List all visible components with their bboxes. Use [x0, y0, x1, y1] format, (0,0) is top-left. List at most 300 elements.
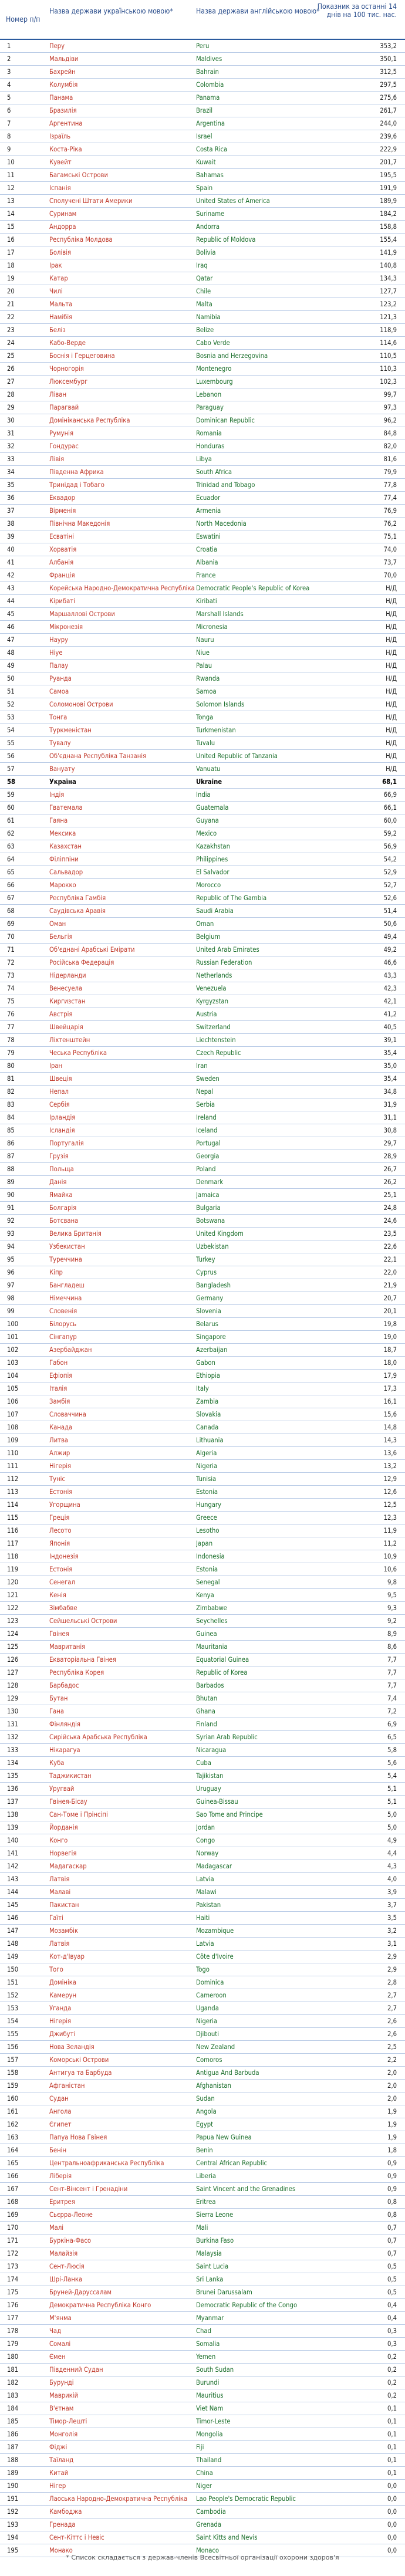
indicator-value: 191,9: [380, 184, 397, 192]
country-name-ukrainian: Ірландія: [49, 1114, 76, 1121]
indicator-value: 51,4: [383, 907, 397, 915]
table-row: [0, 2376, 405, 2389]
country-name-english: Switzerland: [196, 1023, 231, 1031]
row-number: 86: [7, 1140, 15, 1147]
country-name-ukrainian: Кенія: [49, 1591, 66, 1599]
country-name-ukrainian: Науру: [49, 636, 69, 644]
country-name-english: Sao Tome and Principe: [196, 1811, 263, 1818]
country-name-ukrainian: Грузія: [49, 1152, 69, 1160]
row-number: 16: [7, 236, 15, 244]
country-name-english: Latvia: [196, 1875, 214, 1883]
country-name-ukrainian: Хорватія: [49, 546, 77, 553]
row-number: 97: [7, 1282, 15, 1289]
indicator-value: 2,5: [387, 2043, 397, 2051]
country-name-english: Guatemala: [196, 804, 229, 812]
country-name-ukrainian: Ірак: [49, 262, 62, 269]
row-number: 32: [7, 442, 15, 450]
country-name-ukrainian: Корейська Народно-Демократична Республіка: [49, 584, 195, 592]
row-number: 55: [7, 739, 15, 747]
country-name-english: Republic of Korea: [196, 1669, 248, 1676]
row-number: 125: [7, 1643, 19, 1651]
country-name-ukrainian: Катар: [49, 275, 68, 282]
indicator-value: 2,8: [387, 1979, 397, 1986]
country-name-ukrainian: Фінляндія: [49, 1720, 80, 1728]
country-name-english: Panama: [196, 94, 220, 102]
country-name-ukrainian: Нігерія: [49, 2017, 72, 2025]
table-row: [0, 905, 405, 918]
country-name-english: Republic of The Gambia: [196, 894, 267, 902]
country-name-ukrainian: Тонга: [49, 714, 68, 721]
country-name-english: Israel: [196, 133, 212, 140]
country-name-ukrainian: Єгипет: [49, 2121, 72, 2128]
row-number: 108: [7, 1424, 19, 1431]
indicator-value: 20,1: [383, 1307, 397, 1315]
table-row: [0, 2105, 405, 2118]
country-name-english: Nigeria: [196, 1462, 218, 1470]
row-number: 29: [7, 404, 15, 411]
country-name-english: Maldives: [196, 55, 222, 63]
country-name-english: Slovakia: [196, 1411, 221, 1418]
country-name-english: Sri Lanka: [196, 2276, 224, 2283]
table-row: [0, 595, 405, 608]
country-name-ukrainian: Норвегія: [49, 1850, 77, 1857]
country-name-ukrainian: Бахрейн: [49, 68, 76, 76]
country-name-ukrainian: Буркіна-Фасо: [49, 2237, 92, 2244]
table-row: [0, 2028, 405, 2041]
country-name-english: Paraguay: [196, 404, 224, 411]
country-name-ukrainian: Малі: [49, 2224, 64, 2232]
indicator-value: 46,6: [383, 959, 397, 966]
country-name-ukrainian: Монголія: [49, 2430, 78, 2438]
country-name-ukrainian: Гватемала: [49, 804, 83, 812]
table-row: [0, 969, 405, 982]
country-name-english: Egypt: [196, 2121, 214, 2128]
table-row: [0, 2364, 405, 2376]
row-number: 57: [7, 765, 15, 773]
indicator-value: 23,5: [383, 1230, 397, 1238]
country-name-ukrainian: Мальта: [49, 300, 73, 308]
row-number: 101: [7, 1333, 19, 1341]
row-number: 67: [7, 894, 15, 902]
table-row: [0, 556, 405, 569]
indicator-value: 127,7: [380, 288, 397, 295]
country-name-english: Japan: [196, 1540, 213, 1547]
country-name-ukrainian: Республіка Гамбія: [49, 894, 106, 902]
country-name-english: Algeria: [196, 1449, 217, 1457]
country-name-ukrainian: Нікарагуа: [49, 1746, 80, 1754]
country-name-ukrainian: Беліз: [49, 326, 66, 334]
country-name-english: Rwanda: [196, 675, 220, 682]
row-number: 131: [7, 1720, 19, 1728]
row-number: 158: [7, 2069, 19, 2077]
row-number: 137: [7, 1798, 19, 1806]
country-name-english: Samoa: [196, 688, 217, 695]
table-row: [0, 956, 405, 969]
row-number: 33: [7, 455, 15, 463]
country-name-ukrainian: Барбадос: [49, 1682, 79, 1689]
table-row: [0, 944, 405, 956]
country-name-english: Georgia: [196, 1152, 220, 1160]
country-name-ukrainian: Німеччина: [49, 1294, 82, 1302]
table-row: [0, 1163, 405, 1176]
table-row: [0, 518, 405, 530]
table-row: [0, 2389, 405, 2402]
indicator-value: 201,7: [380, 158, 397, 166]
row-number: 19: [7, 275, 15, 282]
country-name-english: Cabo Verde: [196, 339, 230, 347]
country-name-english: Montenegro: [196, 365, 232, 373]
indicator-value: 121,3: [380, 313, 397, 321]
country-name-english: Palau: [196, 662, 212, 670]
indicator-value: 0,4: [387, 2314, 397, 2322]
indicator-value: 77,4: [383, 494, 397, 502]
country-name-english: Ecuador: [196, 494, 221, 502]
row-number: 124: [7, 1630, 19, 1638]
row-number: 149: [7, 1953, 19, 1960]
indicator-value: 0,2: [387, 2379, 397, 2386]
country-name-english: Lebanon: [196, 391, 222, 398]
table-row: [0, 143, 405, 156]
country-name-english: Zimbabwe: [196, 1604, 227, 1612]
row-number: 72: [7, 959, 15, 966]
country-name-ukrainian: Швейцарія: [49, 1023, 83, 1031]
row-number: 24: [7, 339, 15, 347]
indicator-value: Н/Д: [386, 688, 397, 695]
indicator-value: 2,0: [387, 2069, 397, 2077]
country-name-english: Vanuatu: [196, 765, 221, 773]
country-name-english: Antigua And Barbuda: [196, 2069, 259, 2077]
indicator-value: 5,8: [387, 1746, 397, 1754]
indicator-value: 0,5: [387, 2288, 397, 2296]
table-row: [0, 1111, 405, 1124]
table-row: [0, 1215, 405, 1228]
country-name-english: United States of America: [196, 197, 270, 205]
country-name-english: Argentina: [196, 120, 225, 127]
row-number: 100: [7, 1320, 19, 1328]
row-number: 22: [7, 313, 15, 321]
row-number: 58: [7, 778, 16, 786]
table-row: [0, 892, 405, 905]
row-number: 120: [7, 1578, 19, 1586]
row-number: 65: [7, 868, 15, 876]
table-row: [0, 1073, 405, 1086]
country-name-english: Guyana: [196, 817, 219, 824]
table-row: [0, 2002, 405, 2015]
table-row: [0, 634, 405, 647]
table-row: [0, 1008, 405, 1021]
country-name-english: Jamaica: [196, 1191, 220, 1199]
table-row: [0, 814, 405, 827]
country-name-ukrainian: Естонія: [49, 1566, 73, 1573]
indicator-value: 3,7: [387, 1901, 397, 1909]
indicator-value: 0,5: [387, 2263, 397, 2270]
country-name-ukrainian: Ботсвана: [49, 1217, 79, 1225]
table-row: [0, 1770, 405, 1783]
table-row: [0, 1189, 405, 1202]
row-number: 186: [7, 2430, 19, 2438]
indicator-value: 244,0: [380, 120, 397, 127]
row-number: 59: [7, 791, 15, 799]
country-name-ukrainian: Кіпр: [49, 1269, 63, 1276]
indicator-value: 13,2: [383, 1462, 397, 1470]
country-name-english: Gabon: [196, 1359, 215, 1367]
indicator-value: Н/Д: [386, 739, 397, 747]
table-row: [0, 1357, 405, 1370]
table-row: [0, 2286, 405, 2299]
row-number: 46: [7, 623, 15, 631]
indicator-value: 2,7: [387, 1992, 397, 1999]
country-name-english: Burundi: [196, 2379, 220, 2386]
indicator-value: 4,3: [387, 1862, 397, 1870]
indicator-value: 39,1: [383, 1036, 397, 1044]
country-name-english: Syrian Arab Republic: [196, 1733, 258, 1741]
country-name-english: Ghana: [196, 1708, 215, 1715]
row-number: 90: [7, 1191, 15, 1199]
table-row: [0, 440, 405, 453]
country-name-ukrainian: Білорусь: [49, 1320, 77, 1328]
table-row: [0, 1421, 405, 1434]
table-row: [0, 2467, 405, 2480]
row-number: 112: [7, 1475, 19, 1483]
table-row: [0, 2092, 405, 2105]
country-name-ukrainian: Еквадор: [49, 494, 76, 502]
row-number: 42: [7, 572, 15, 579]
country-name-english: Lao People's Democratic Republic: [196, 2495, 296, 2503]
row-number: 190: [7, 2482, 19, 2490]
country-name-ukrainian: Бельгія: [49, 933, 73, 941]
country-name-ukrainian: Кабо-Верде: [49, 339, 86, 347]
country-name-english: Lesotho: [196, 1527, 220, 1534]
row-number: 5: [7, 94, 11, 102]
row-number: 75: [7, 998, 15, 1005]
country-name-english: Malawi: [196, 1888, 217, 1896]
table-row: [0, 1292, 405, 1305]
row-number: 77: [7, 1023, 15, 1031]
table-row: [0, 827, 405, 840]
row-number: 140: [7, 1837, 19, 1844]
table-row: [0, 1240, 405, 1253]
country-name-ukrainian: Португалія: [49, 1140, 84, 1147]
country-name-ukrainian: Марокко: [49, 881, 76, 889]
indicator-value: 110,3: [380, 365, 397, 373]
table-row: [0, 1460, 405, 1473]
country-name-english: Armenia: [196, 507, 221, 515]
row-number: 113: [7, 1488, 19, 1496]
country-name-english: Botswana: [196, 1217, 225, 1225]
country-name-ukrainian: Лесото: [49, 1527, 72, 1534]
table-row: [0, 1137, 405, 1150]
country-name-ukrainian: Андорра: [49, 223, 76, 231]
table-row: [0, 234, 405, 246]
indicator-value: 9,5: [387, 1591, 397, 1599]
country-name-english: United Republic of Tanzania: [196, 752, 278, 760]
indicator-value: 22,6: [383, 1243, 397, 1250]
indicator-value: 3,1: [387, 1940, 397, 1948]
row-number: 122: [7, 1604, 19, 1612]
indicator-value: 52,9: [383, 868, 397, 876]
table-row: [0, 466, 405, 479]
indicator-value: 141,9: [380, 249, 397, 256]
table-row: [0, 737, 405, 750]
indicator-value: 2,6: [387, 2030, 397, 2038]
country-name-english: Belize: [196, 326, 214, 334]
table-row: [0, 1666, 405, 1679]
table-row: [0, 1938, 405, 1950]
country-name-english: Republic of Moldova: [196, 236, 256, 244]
table-row: [0, 2067, 405, 2080]
country-name-english: Bulgaria: [196, 1204, 221, 1212]
indicator-value: 35,0: [383, 1062, 397, 1070]
table-row: [0, 182, 405, 195]
indicator-value: 12,3: [383, 1514, 397, 1522]
country-name-english: Sweden: [196, 1075, 220, 1083]
row-number: 185: [7, 2418, 19, 2425]
country-name-english: North Macedonia: [196, 520, 247, 528]
country-name-ukrainian: Бутан: [49, 1695, 68, 1702]
table-row: [0, 169, 405, 182]
row-number: 85: [7, 1127, 15, 1134]
country-name-english: Thailand: [196, 2456, 222, 2464]
country-name-ukrainian: Ліван: [49, 391, 67, 398]
country-name-english: Croatia: [196, 546, 218, 553]
country-name-english: Hungary: [196, 1501, 221, 1509]
indicator-value: 102,3: [380, 378, 397, 386]
row-number: 73: [7, 972, 15, 979]
country-name-english: Zambia: [196, 1398, 219, 1405]
indicator-value: 4,9: [387, 1837, 397, 1844]
table-row: [0, 530, 405, 543]
indicator-value: 189,9: [380, 197, 397, 205]
table-row: [0, 1150, 405, 1163]
country-name-english: Senegal: [196, 1578, 220, 1586]
indicator-value: 17,9: [383, 1372, 397, 1380]
table-row: [0, 1512, 405, 1524]
country-name-english: United Kingdom: [196, 1230, 244, 1238]
row-number: 50: [7, 675, 15, 682]
indicator-value: 5,4: [387, 1772, 397, 1780]
indicator-value: 21,9: [383, 1282, 397, 1289]
indicator-value: 155,4: [380, 236, 397, 244]
row-number: 47: [7, 636, 15, 644]
indicator-value: 97,3: [383, 404, 397, 411]
country-name-english: Uzbekistan: [196, 1243, 229, 1250]
country-name-english: Bahamas: [196, 171, 224, 179]
indicator-value: Н/Д: [386, 726, 397, 734]
country-name-english: Burkina Faso: [196, 2237, 234, 2244]
country-name-ukrainian: Мавританія: [49, 1643, 86, 1651]
country-name-english: Kiribati: [196, 597, 217, 605]
indicator-value: 2,6: [387, 2017, 397, 2025]
country-name-ukrainian: Гаїті: [49, 1914, 63, 1922]
country-name-english: Kyrgyzstan: [196, 998, 229, 1005]
country-name-ukrainian: Канада: [49, 1424, 73, 1431]
table-row: [0, 2196, 405, 2209]
country-name-english: Côte d'Ivoire: [196, 1953, 234, 1960]
country-name-english: Albania: [196, 559, 218, 566]
country-name-ukrainian: Ліхтенштейн: [49, 1036, 90, 1044]
indicator-value: 15,6: [383, 1411, 397, 1418]
country-name-english: Norway: [196, 1850, 219, 1857]
indicator-value: 114,6: [380, 339, 397, 347]
table-row: [0, 1176, 405, 1189]
indicator-value: 49,4: [383, 933, 397, 941]
row-number: 3: [7, 68, 11, 76]
indicator-value: 0,0: [387, 2534, 397, 2541]
indicator-value: Н/Д: [386, 701, 397, 708]
indicator-value: 0,0: [387, 2508, 397, 2516]
table-row: [0, 208, 405, 221]
country-name-ukrainian: Сполучені Штати Америки: [49, 197, 133, 205]
table-row: [0, 2157, 405, 2170]
row-number: 138: [7, 1811, 19, 1818]
table-row: [0, 840, 405, 853]
country-name-ukrainian: Сербія: [49, 1101, 70, 1108]
table-row: [0, 246, 405, 259]
country-name-ukrainian: Кірибаті: [49, 597, 75, 605]
country-name-english: Barbados: [196, 1682, 224, 1689]
country-name-english: Slovenia: [196, 1307, 221, 1315]
column-header-number: Номер п/п: [6, 15, 41, 23]
indicator-value: 43,3: [383, 972, 397, 979]
country-name-english: Nicaragua: [196, 1746, 227, 1754]
country-name-ukrainian: Чад: [49, 2327, 62, 2335]
row-number: 89: [7, 1178, 15, 1186]
table-row: [0, 1124, 405, 1137]
country-name-ukrainian: Чорногорія: [49, 365, 84, 373]
indicator-value: 0,0: [387, 2482, 397, 2490]
country-name-english: Russian Federation: [196, 959, 252, 966]
row-number: 2: [7, 55, 11, 63]
country-name-ukrainian: Сент-Люсія: [49, 2263, 85, 2270]
row-number: 93: [7, 1230, 15, 1238]
country-name-ukrainian: Замбія: [49, 1398, 70, 1405]
indicator-value: 7,4: [387, 1695, 397, 1702]
country-name-ukrainian: Багамські Острови: [49, 171, 108, 179]
indicator-value: 184,2: [380, 210, 397, 218]
row-number: 182: [7, 2379, 19, 2386]
country-name-ukrainian: Оман: [49, 920, 66, 928]
table-row: [0, 608, 405, 621]
indicator-value: 297,5: [380, 81, 397, 89]
table-row: [0, 2506, 405, 2518]
country-name-english: Greece: [196, 1514, 217, 1522]
country-name-ukrainian: Перу: [49, 42, 65, 50]
indicator-value: 75,1: [383, 533, 397, 540]
table-row: [0, 285, 405, 298]
country-name-english: Haiti: [196, 1914, 210, 1922]
country-name-english: Luxembourg: [196, 378, 233, 386]
table-row: [0, 2273, 405, 2286]
indicator-value: 110,5: [380, 352, 397, 360]
indicator-value: 0,8: [387, 2211, 397, 2219]
indicator-value: 81,6: [383, 455, 397, 463]
table-row: [0, 1808, 405, 1821]
country-name-ukrainian: Мексика: [49, 830, 76, 837]
country-name-english: New Zealand: [196, 2043, 235, 2051]
row-number: 64: [7, 856, 15, 863]
country-name-ukrainian: Палау: [49, 662, 69, 670]
table-row: [0, 388, 405, 401]
table-row: [0, 195, 405, 208]
country-name-ukrainian: Китай: [49, 2469, 69, 2477]
country-name-ukrainian: Тувалу: [49, 739, 71, 747]
row-number: 121: [7, 1591, 19, 1599]
indicator-value: 66,9: [383, 791, 397, 799]
country-name-english: Kenya: [196, 1591, 214, 1599]
country-name-ukrainian: Сейшельські Острови: [49, 1617, 117, 1625]
country-name-english: Estonia: [196, 1488, 218, 1496]
indicator-value: 70,0: [383, 572, 397, 579]
